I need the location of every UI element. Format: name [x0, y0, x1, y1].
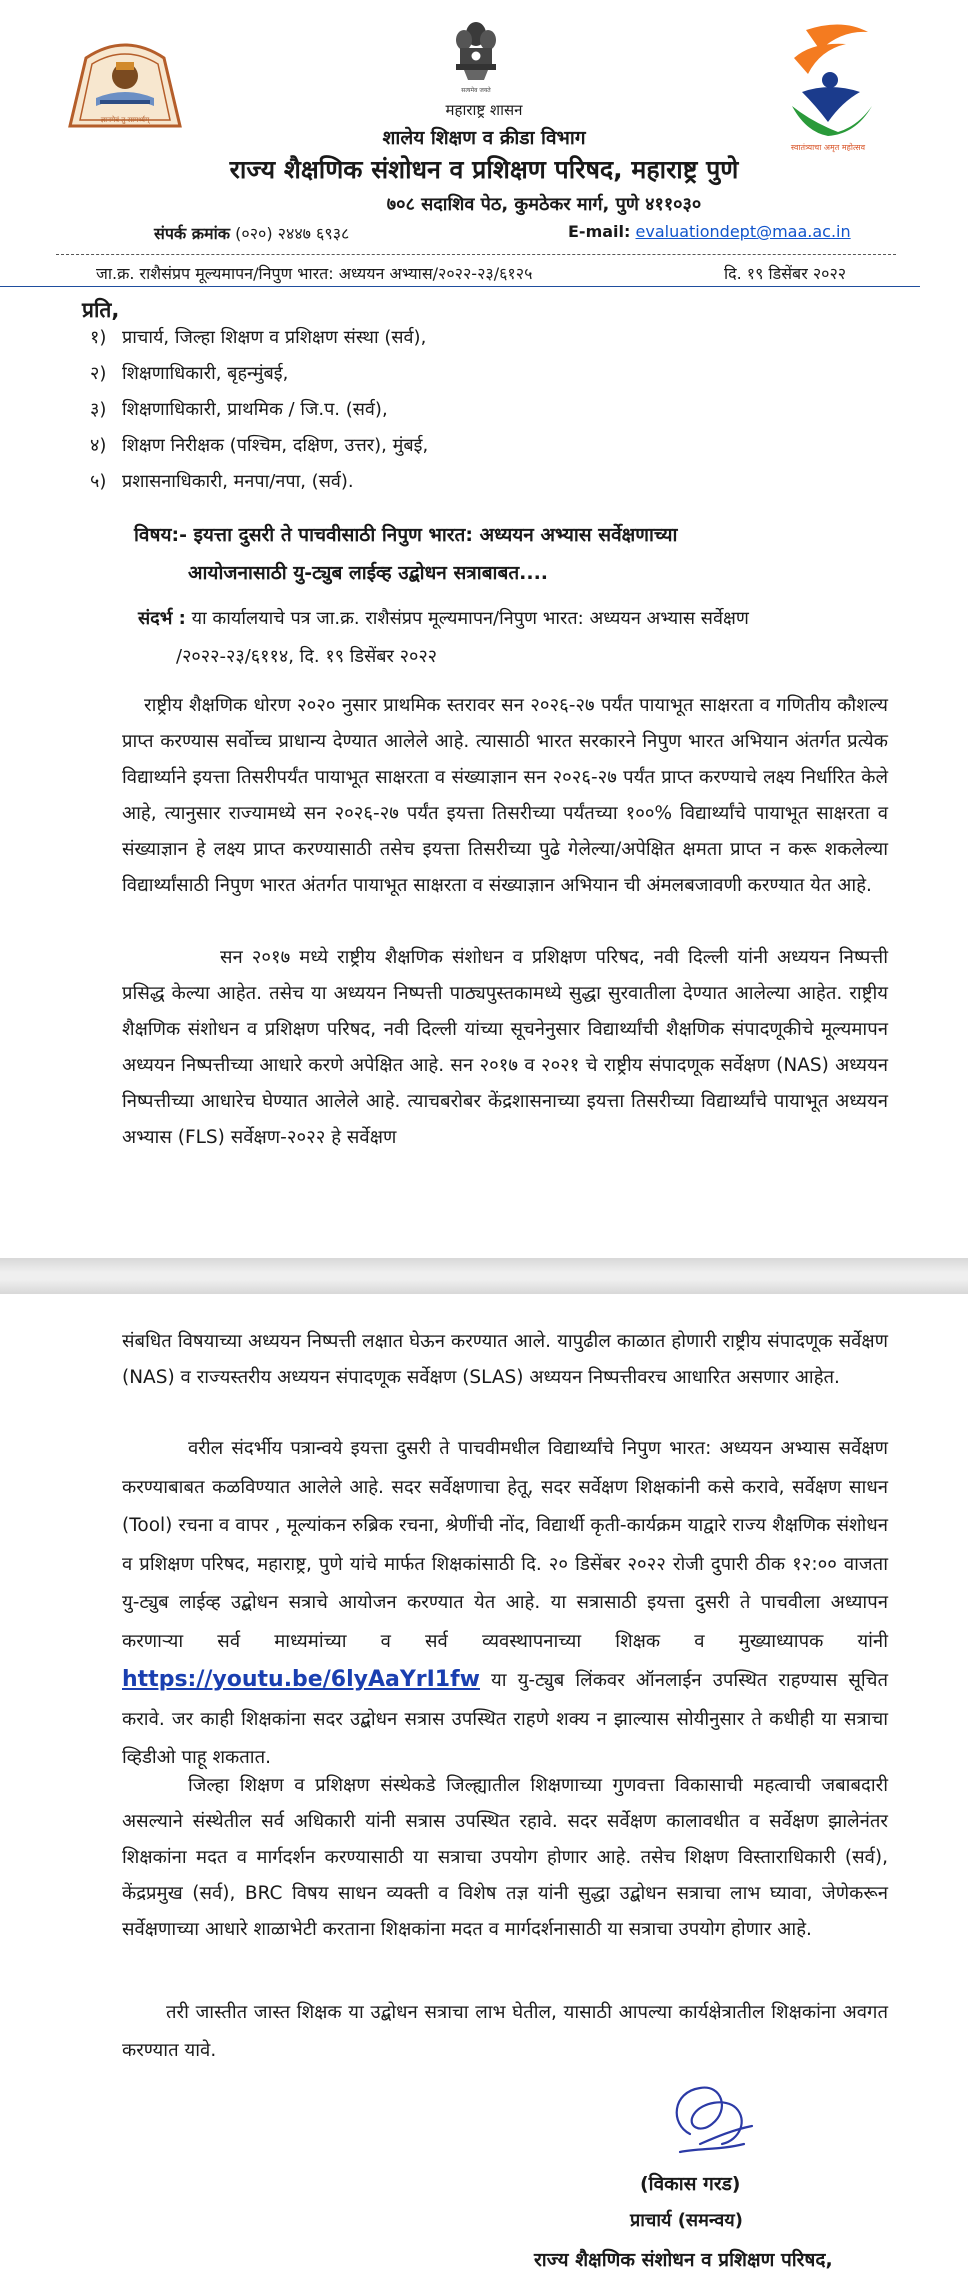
- reference-label: संदर्भ :: [138, 608, 186, 629]
- body-paragraph-2: सन २०१७ मध्ये राष्ट्रीय शैक्षणिक संशोधन व प्रशिक्षण परिषद, नवी दिल्ली यांनी अध्ययन निष्पत्ती प्रसिद्ध केल्या आहेत. तसेच या अध्ययन निष्पत्ती पाठ्यपुस्तकामध्ये सुद्धा सुरवातीला देण्यात आलेल्या आहेत. राष्ट्रीय शैक्षणिक संशोधन व प्रशिक्षण परिषद, नवी दिल्ली यांच्या सूचनेनुसार विद्यार्थ्यांची शैक्षणिक संपादणूकीचे मूल्यमापन अध्ययन निष्पत्तीच्या आधारे करणे अपेक्षित आहे. सन २०१७ व २०२१ चे राष्ट्रीय संपादणूक सर्वेक्षण (NAS) अध्ययन निष्पत्तीच्या आधारेच घेण्यात आलेले आहे. त्याचबरोबर केंद्रशासनाच्या इयत्ता तिसरीच्या विद्यार्थ्यांचे पायाभूत अध्ययन अभ्यास (FLS) सर्वेक्षण-२०२२ हे सर्वेक्षण: [122, 947, 888, 1148]
- state-name: महाराष्ट्र शासन: [445, 101, 523, 119]
- reference-line-1: या कार्यालयाचे पत्र जा.क्र. राशैसंप्रप मूल्यमापन/निपुण भारत: अध्ययन अभ्यास सर्वेक्षण: [191, 608, 749, 629]
- signature-image: [660, 2074, 760, 2166]
- department-name: शालेय शिक्षण व क्रीडा विभाग: [382, 127, 586, 149]
- youtube-link[interactable]: https://youtu.be/6lyAaYrI1fw: [122, 1667, 480, 1692]
- office-address: ७०८ सदाशिव पेठ, कुमठेकर मार्ग, पुणे ४११०३०: [386, 194, 702, 215]
- email-link[interactable]: evaluationdept@maa.ac.in: [635, 222, 851, 241]
- subject-line-1: विषय:- इयत्ता दुसरी ते पाचवीसाठी निपुण भारत: अध्ययन अभ्यास सर्वेक्षणाच्या: [134, 524, 678, 546]
- page-break: [0, 1258, 968, 1294]
- national-emblem-icon: [446, 16, 506, 96]
- letter-page-2: [0, 1294, 968, 2280]
- subject-block: [134, 516, 814, 592]
- reference-number: जा.क्र. राशैसंप्रप मूल्यमापन/निपुण भारत: अध्ययन अभ्यास/२०२२-२३/६१२५: [96, 264, 533, 283]
- body-paragraph-6: तरी जास्तीत जास्त शिक्षक या उद्बोधन सत्राचा लाभ घेतील, यासाठी आपल्या कार्यक्षेत्रातील शिक्षकांना अवगत करण्यात यावे.: [122, 2002, 888, 2061]
- phone-line: [154, 222, 349, 244]
- council-name: राज्य शैक्षणिक संशोधन व प्रशिक्षण परिषद, महाराष्ट्र पुणे: [229, 155, 739, 184]
- right-logo-caption: स्वातंत्र्याचा अमृत महोत्सव: [790, 143, 866, 152]
- body-paragraph-3: संबधित विषयाच्या अध्ययन निष्पत्ती लक्षात घेऊन करण्यात आले. यापुढील काळात होणारी राष्ट्रीय संपादणूक सर्वेक्षण (NAS) व राज्यस्तरीय अध्ययन संपादणूक सर्वेक्षण (SLAS) अध्ययन निष्पत्तीवरच आधारित असणार आहेत.: [122, 1331, 888, 1388]
- body-paragraph-4: वरील संदर्भीय पत्रान्वये इयत्ता दुसरी ते पाचवीमधील विद्यार्थ्यांचे निपुण भारत: अध्ययन अभ्यास सर्वेक्षण करण्याबाबत कळविण्यात आलेले आहे. सदर सर्वेक्षणाचा हेतू, सदर सर्वेक्षण शिक्षकांनी कसे करावे, सर्वेक्षण साधन (Tool) रचना व वापर , मूल्यांकन रुब्रिक रचना, श्रेणींची नोंद, विद्यार्थी कृती-कार्यक्रम याद्वारे राज्य शैक्षणिक संशोधन व प्रशिक्षण परिषद, महाराष्ट्र, पुणे यांचे मार्फत शिक्षकांसाठी दि. २० डिसेंबर २०२२ रोजी दुपारी ठीक १२:०० वाजता यु-ट्युब लाईव्ह उद्बोधन सत्राचे आयोजन करण्यात येत आहे. या सत्रासाठी इयत्ता दुसरी ते पाचवीला अध्यापन करणाऱ्या सर्व माध्यमांच्या व सर्व व्यवस्थापनाच्या शिक्षक व मुख्याध्यापक यांनी https://youtu.be/6lyAaYrI1fw या यु-ट्युब लिंकवर ऑनलाईन उपस्थित राहण्यास सूचित करावे. जर काही शिक्षकांना सदर उद्बोधन सत्रास उपस्थित राहणे शक्य न झाल्यास सोयीनुसार ते कधीही या सत्राचा व्हिडीओ पाहू शकतात.: [122, 1438, 888, 1768]
- logo-motto: ज्ञानमेवं तु सामर्थ्यम्: [100, 116, 150, 124]
- contact-label: संपर्क क्रमांक: [154, 224, 231, 243]
- signatory-name: (विकास गरड): [640, 2173, 741, 2195]
- signatory-title: प्राचार्य (समन्वय): [630, 2210, 743, 2231]
- emblem-caption: सत्यमेव जयते: [461, 87, 491, 94]
- recipient-list: [90, 320, 428, 500]
- reference-block: [138, 600, 898, 676]
- reference-line-2: /२०२२-२३/६११४, दि. १९ डिसेंबर २०२२: [176, 646, 438, 667]
- body-paragraph-1: राष्ट्रीय शैक्षणिक धोरण २०२० नुसार प्राथमिक स्तरावर सन २०२६-२७ पर्यंत पायाभूत साक्षरता व गणितीय कौशल्य प्राप्त करण्यास सर्वोच्च प्राधान्य देण्यात आलेले आहे. त्यासाठी भारत सरकारने निपुण भारत अभियान अंतर्गत प्रत्येक विद्यार्थ्याने इयत्ता तिसरीपर्यंत पायाभूत साक्षरता व संख्याज्ञान सन २०२६-२७ पर्यंत प्राप्त करण्याचे लक्ष्य निर्धारित केले आहे, त्यानुसार राज्यामध्ये सन २०२६-२७ पर्यंत इयत्ता तिसरीच्या पर्यंतच्या १००% विद्यार्थ्यांचे पायाभूत साक्षरता व संख्याज्ञान हे लक्ष्य प्राप्त करण्यासाठी तसेच इयत्ता तिसरीच्या पुढे गेलेल्या/अपेक्षित क्षमता प्राप्त न करू शकलेल्या विद्यार्थ्यांसाठी निपुण भारत अंतर्गत पायाभूत साक्षरता व संख्याज्ञान अभियान ची अंमलबजावणी करण्यात येत आहे.: [122, 695, 888, 896]
- list-item: १) प्राचार्य, जिल्हा शिक्षण व प्रशिक्षण संस्था (सर्व),: [90, 327, 427, 348]
- body-paragraph-5: जिल्हा शिक्षण व प्रशिक्षण संस्थेकडे जिल्ह्यातील शिक्षणाच्या गुणवत्ता विकासाची महत्वाची जबाबदारी असल्याने संस्थेतील सर्व अधिकारी यांनी सत्रास उपस्थित रहावे. सदर सर्वेक्षण कालावधीत व सर्वेक्षण झालेनंतर शिक्षकांना मदत व मार्गदर्शन करण्यासाठी या सत्राचा उपयोग होणार आहे. तसेच शिक्षण विस्ताराधिकारी (सर्व), केंद्रप्रमुख (सर्व), BRC विषय साधन व्यक्ती व विशेष तज्ञ यांनी सुद्धा उद्बोधन सत्राचा लाभ घ्यावा, जेणेकरून सर्वेक्षणाच्या आधारे शाळाभेटी करताना शिक्षकांना मदत व मार्गदर्शनासाठी या सत्राचा उपयोग होणार आहे.: [122, 1775, 888, 1940]
- list-item: ३) शिक्षणाधिकारी, प्राथमिक / जि.प. (सर्व),: [90, 399, 388, 420]
- list-item: ५) प्रशासनाधिकारी, मनपा/नपा, (सर्व).: [90, 471, 354, 492]
- to-label: प्रति,: [82, 298, 120, 322]
- subject-line-2: आयोजनासाठी यु-ट्युब लाईव्ह उद्बोधन सत्राबाबत....: [188, 562, 549, 584]
- email-line: [568, 222, 851, 241]
- letter-date: दि. १९ डिसेंबर २०२२: [724, 264, 847, 283]
- list-item: ४) शिक्षण निरीक्षक (पश्चिम, दक्षिण, उत्तर), मुंबई,: [90, 435, 429, 456]
- email-label: E-mail:: [568, 222, 631, 241]
- header-rule: [0, 286, 920, 287]
- list-item: २) शिक्षणाधिकारी, बृहन्मुंबई,: [90, 363, 289, 384]
- signatory-organisation: राज्य शैक्षणिक संशोधन व प्रशिक्षण परिषद,: [534, 2249, 833, 2271]
- phone-number: (०२०) २४४७ ६९३८: [235, 224, 350, 243]
- letterhead-divider: [56, 254, 896, 255]
